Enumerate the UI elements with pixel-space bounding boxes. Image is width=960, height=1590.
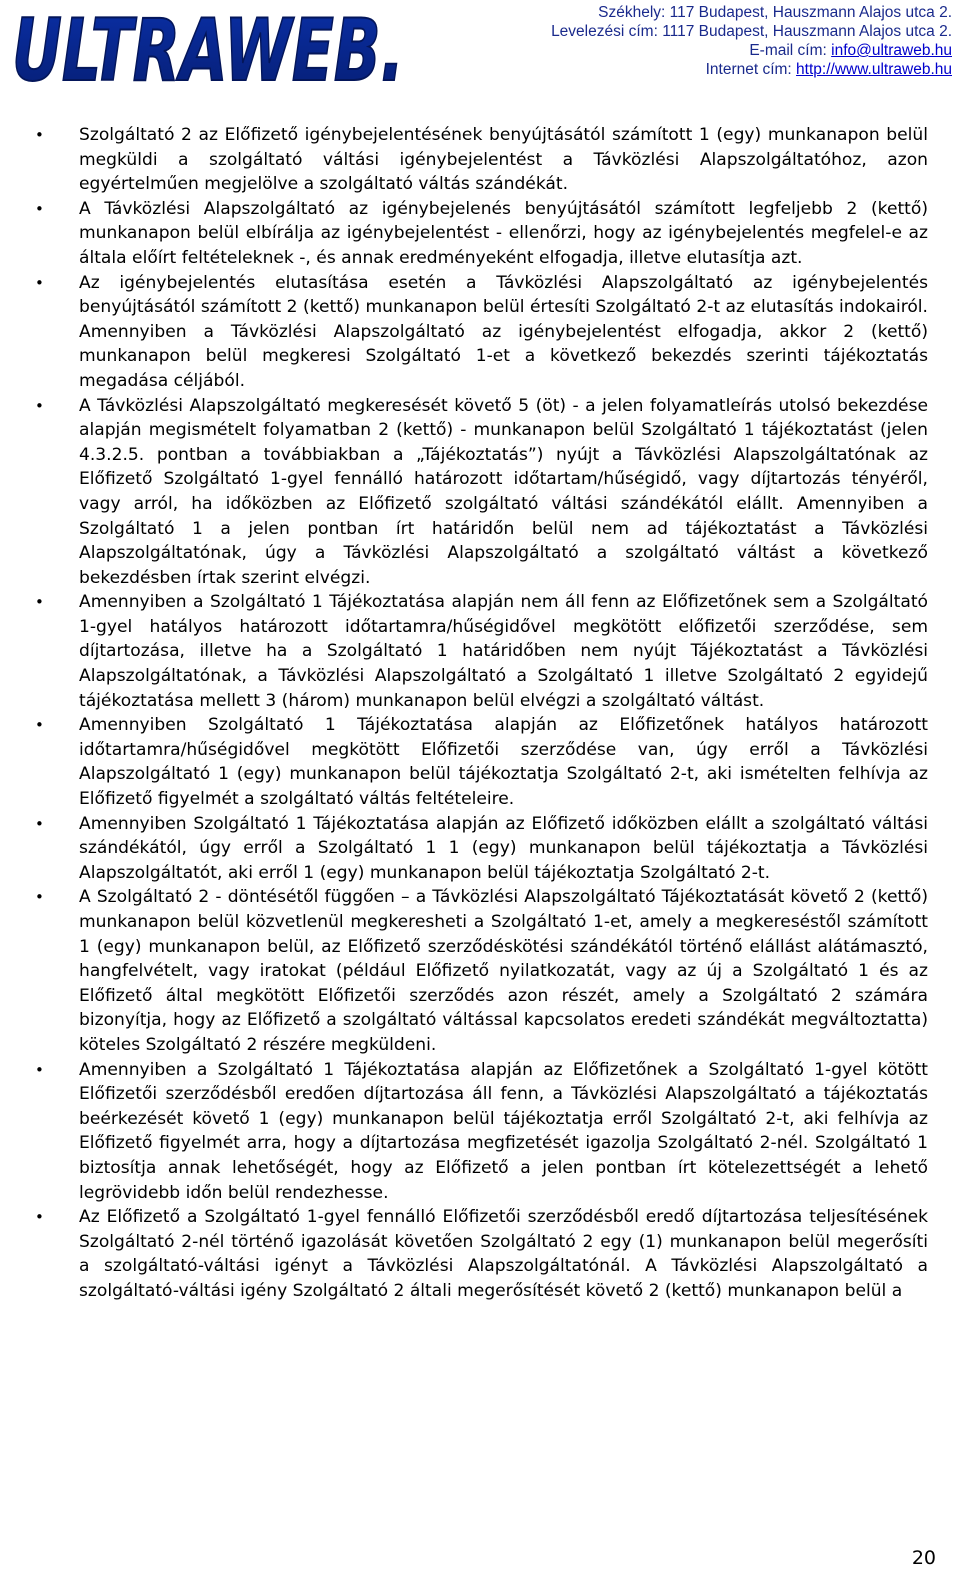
paragraph-text: Amennyiben a Szolgáltató 1 Tájékoztatása alapján nem áll fenn az Előfizetőnek sem a Szolgáltató 1-gyel hatályos határozott időtartamra/hűségidővel megkötött előfizetői szerződése, sem díjtartozása, illetve ha a Szolgáltató 1 határidőben nem nyújt Tájékoztatást a Távközlési Alapszolgáltatónak, a Távközlési Alapszolgáltató a Szolgáltató 1 illetve Szolgáltató 2 egyidejű tájékoztatása mellett 3 (három) munkanapon belül elvégzi a szolgáltató váltást. [79,592,928,711]
list-item [30,590,928,713]
bullet-icon: • [35,396,44,415]
paragraph-text: Amennyiben a Szolgáltató 1 Tájékoztatása alapján az Előfizetőnek a Szolgáltató 1-gyel kötött Előfizetői szerződésből eredően díjtartozása áll fenn, a Távközlési Alapszolgáltató a tájékoztatás beérkezését követő 1 (egy) munkanapon belül tájékoztatja erről Szolgáltató 2-t, aki felhívja az Előfizető figyelmét arra, hogy a díjtartozása megfizetését igazolja Szolgáltató 2-nél. Szolgáltató 1 biztosítja annak lehetőségét, hogy az Előfizető a jelen pontban írt kötelezettségét a lehető legrövidebb időn belül rendezhesse. [79,1059,928,1203]
bullet-icon: • [35,1208,44,1227]
seat-address: Székhely: 117 Budapest, Hauszmann Alajos utca 2. [598,4,952,21]
bullet-icon: • [35,716,44,735]
paragraph-text: A Távközlési Alapszolgáltató az igénybejelenés benyújtásától számított legfeljebb 2 (kettő) munkanapon belül elbírálja az igénybejelentést - ellenőrzi, hogy az igénybejelentés megfelel-e az általa előírt feltételeknek -, és annak eredményeként elfogadja, illetve elutasítja azt. [79,198,928,268]
email-label: E-mail cím: [749,42,832,59]
ultraweb-logo [8,1,413,101]
bullet-icon: • [35,199,44,218]
bullet-icon: • [35,126,44,144]
bullet-icon: • [35,593,44,612]
list-item [30,197,928,271]
email-link[interactable]: info@ultraweb.hu [831,42,952,59]
contact-block [551,3,952,79]
web-label: Internet cím: [705,61,797,78]
bullet-icon: • [35,888,44,907]
bullet-icon: • [35,814,44,833]
list-item [30,123,928,197]
list-item [30,271,928,394]
page-number: 20 [911,1547,936,1569]
email-line [551,41,952,60]
paragraph-text: A Szolgáltató 2 - döntésétől függően – a Távközlési Alapszolgáltató Tájékoztatását követő 2 (kettő) munkanapon belül közvetlenül megkeresheti a Szolgáltató 1-et, amely a megkereséstől számított 1 (egy) munkanapon belül, az Előfizető szerződéskötési szándékától történő elállást alátámasztó, hangfelvételt, vagy iratokat (például Előfizető nyilatkozatát, vagy az új a Szolgáltató 1 és az Előfizető által megkötött Előfizetői szerződés azon részét, amely a Szolgáltató 2 számára bizonyítja, hogy az Előfizető a szolgáltató váltással kapcsolatos eredeti szándékát megváltoztatta) köteles Szolgáltató 2 részére megküldeni. [79,887,928,1055]
list-item [30,1058,928,1206]
web-line [551,60,952,79]
document-body [30,123,928,1304]
bullet-list [30,123,928,1304]
paragraph-text: Az Előfizető a Szolgáltató 1-gyel fennálló Előfizetői szerződésből eredő díjtartozása teljesítésének Szolgáltató 2-nél történő igazolását követően Szolgáltató 2 egy (1) munkanapon belül megerősíti a szolgáltató-váltási igényt a Távközlési Alapszolgáltatónál. A Távközlési Alapszolgáltató a szolgáltató-váltási igény Szolgáltató 2 általi megerősítését követő 2 (kettő) munkanapon belül a [79,1207,928,1301]
list-item [30,812,928,886]
website-link[interactable]: http://www.ultraweb.hu [796,61,952,78]
list-item [30,713,928,811]
paragraph-text: A Távközlési Alapszolgáltató megkeresését követő 5 (öt) - a jelen folyamatleírás utolsó bekezdése alapján megismételt folyamatban 2 (kettő) - munkanapon belül Szolgáltató 1 tájékoztatást (jelen 4.3.2.5. pontban a továbbiakban a „Tájékoztatás”) nyújt a Távközlési Alapszolgáltatónak az Előfizető Szolgáltató 1-gyel fennálló határozott időtartam/hűségidő, vagy díjtartozás tényéről, vagy arról, ha időközben az Előfizető szolgáltató váltási szándékától elállt. Amennyiben a Szolgáltató 1 a jelen pontban írt határidőn belül nem ad tájékoztatást a Távközlési Alapszolgáltatónak, úgy a Távközlési Alapszolgáltató a szolgáltató váltást a következő bekezdésben írtak szerint elvégzi. [79,395,928,588]
paragraph-text: Amennyiben Szolgáltató 1 Tájékoztatása alapján az Előfizetőnek hatályos határozott időtartamra/hűségidővel megkötött Előfizetői szerződése van, úgy erről a Távközlési Alapszolgáltató 1 (egy) munkanapon belül tájékoztatja Szolgáltató 2-t, aki ismételten felhívja az Előfizető figyelmét a szolgáltató váltás feltételeire. [79,715,928,810]
list-item [30,394,928,591]
paragraph-text: Az igénybejelentés elutasítása esetén a Távközlési Alapszolgáltató az igénybejelentés benyújtásától számított 2 (kettő) munkanapon belül értesíti Szolgáltató 2-t az elutasítás indokairól. Amennyiben a Távközlési Alapszolgáltató az igénybejelentést elfogadja, akkor 2 (kettő) munkanapon belül megkeresi Szolgáltató 1-et a következő bekezdés szerinti tájékoztatás megadása céljából. [79,272,928,391]
page-header [0,0,960,105]
paragraph-text: Szolgáltató 2 az Előfizető igénybejelentésének benyújtásától számított 1 (egy) munkanapon belül megküldi a szolgáltató váltási igénybejelentést a Távközlési Alapszolgáltatóhoz, azon egyértelműen megjelölve a szolgáltató váltás szándékát. [79,125,928,195]
paragraph-text: Amennyiben Szolgáltató 1 Tájékoztatása alapján az Előfizető időközben elállt a szolgáltató váltási szándékától, úgy erről a Szolgáltató 1 1 (egy) munkanapon belül tájékoztatja a Távközlési Alapszolgáltatót, aki erről 1 (egy) munkanapon belül tájékoztatja Szolgáltató 2-t. [79,813,928,883]
mailing-address: Levelezési cím: 1117 Budapest, Hauszmann Alajos utca 2. [551,23,952,40]
bullet-icon: • [35,1060,44,1079]
list-item [30,885,928,1057]
list-item [30,1205,928,1303]
bullet-icon: • [35,273,44,292]
svg-text:ULTRAWEB.: ULTRAWEB. [12,1,404,101]
